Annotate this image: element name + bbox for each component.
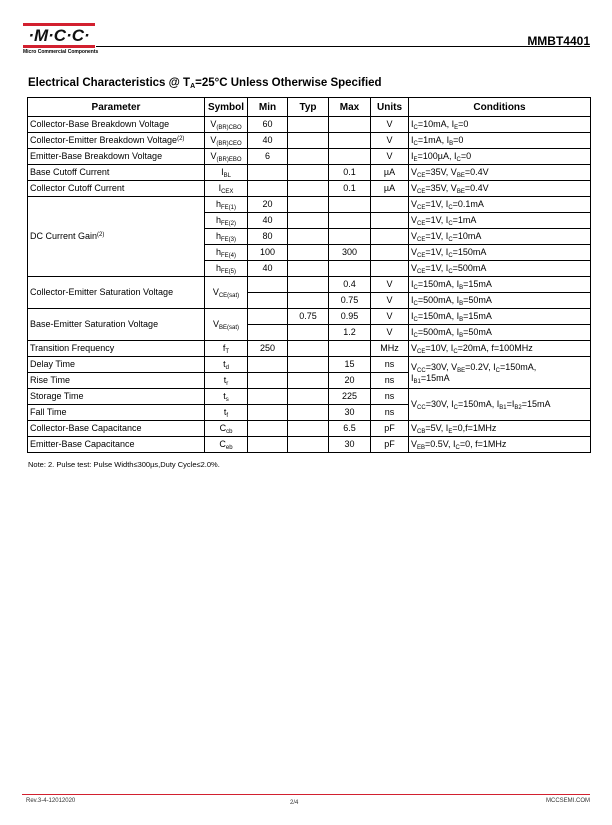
header-parameter: Parameter <box>28 98 205 117</box>
parameter-cell: Rise Time <box>28 373 205 389</box>
max-cell <box>329 133 371 149</box>
units-cell <box>371 213 409 229</box>
units-cell <box>371 245 409 261</box>
units-cell: pF <box>371 437 409 453</box>
max-cell <box>329 261 371 277</box>
min-cell: 40 <box>248 133 288 149</box>
header-units: Units <box>371 98 409 117</box>
max-cell <box>329 213 371 229</box>
min-cell <box>248 437 288 453</box>
typ-cell <box>288 405 329 421</box>
min-cell <box>248 181 288 197</box>
min-cell: 80 <box>248 229 288 245</box>
conditions-cell: $I_C=10mA$, $I_E=0$ <box>409 117 591 133</box>
min-cell <box>248 389 288 405</box>
units-cell: V <box>371 309 409 325</box>
part-number: MMBT4401 <box>527 34 590 48</box>
symbol-cell: $V_{(BR)EBO}$ <box>205 149 248 165</box>
max-cell: 6.5 <box>329 421 371 437</box>
max-cell <box>329 197 371 213</box>
conditions-cell: $I_C=150mA$, $I_B=15mA$ <box>409 309 591 325</box>
parameter-cell: Collector Cutoff Current <box>28 181 205 197</box>
parameter-cell: Base Cutoff Current <box>28 165 205 181</box>
table-row <box>28 389 591 405</box>
conditions-cell: $V_{CC}=30V$, $V_{BE}=0.2V$, $I_C=150mA$, $I_{B1}=15mA$ <box>409 357 591 389</box>
symbol-cell: $f_T$ <box>205 341 248 357</box>
symbol-cell: $h_{FE(1)}$ <box>205 197 248 213</box>
max-cell: 0.4 <box>329 277 371 293</box>
symbol-cell: $C_{eb}$ <box>205 437 248 453</box>
symbol-cell: $t_d$ <box>205 357 248 373</box>
units-cell: µA <box>371 165 409 181</box>
max-cell: 30 <box>329 437 371 453</box>
parameter-cell: Emitter-Base Breakdown Voltage <box>28 149 205 165</box>
min-cell: 40 <box>248 213 288 229</box>
max-cell: 1.2 <box>329 325 371 341</box>
typ-cell <box>288 229 329 245</box>
table-row <box>28 133 591 149</box>
min-cell: 20 <box>248 197 288 213</box>
parameter-cell: Collector-Emitter Breakdown Voltage$^{(2)}$ <box>28 133 205 149</box>
max-cell: 0.95 <box>329 309 371 325</box>
conditions-cell: $I_C=150mA$, $I_B=15mA$ <box>409 277 591 293</box>
symbol-cell: $h_{FE(4)}$ <box>205 245 248 261</box>
min-cell <box>248 373 288 389</box>
typ-cell <box>288 197 329 213</box>
max-cell: 0.1 <box>329 165 371 181</box>
header-min: Min <box>248 98 288 117</box>
min-cell <box>248 421 288 437</box>
section-title: Electrical Characteristics @ $T_A=25^\circ C$ Unless Otherwise Specified <box>28 77 382 90</box>
typ-cell <box>288 277 329 293</box>
units-cell: pF <box>371 421 409 437</box>
typ-cell <box>288 389 329 405</box>
units-cell <box>371 261 409 277</box>
min-cell <box>248 277 288 293</box>
symbol-cell: $h_{FE(3)}$ <box>205 229 248 245</box>
table-row <box>28 197 591 213</box>
symbol-cell: $V_{CE(sat)}$ <box>205 277 248 309</box>
typ-cell <box>288 357 329 373</box>
parameter-cell: Emitter-Base Capacitance <box>28 437 205 453</box>
max-cell <box>329 229 371 245</box>
conditions-cell: $V_{CB}=5V$, $I_E=0,f=1MHz$ <box>409 421 591 437</box>
typ-cell <box>288 165 329 181</box>
min-cell: 250 <box>248 341 288 357</box>
mcc-logo <box>23 23 99 55</box>
max-cell: 20 <box>329 373 371 389</box>
units-cell <box>371 197 409 213</box>
symbol-cell: $V_{(BR)CEO}$ <box>205 133 248 149</box>
max-cell: 15 <box>329 357 371 373</box>
units-cell: ns <box>371 405 409 421</box>
symbol-cell: $I_{BL}$ <box>205 165 248 181</box>
typ-cell <box>288 213 329 229</box>
conditions-cell: $V_{CC}=30V$, $I_C=150mA$, $I_{B1}=I_{B2}=15mA$ <box>409 389 591 421</box>
parameter-cell: Base-Emitter Saturation Voltage <box>28 309 205 341</box>
conditions-cell: $V_{CE}=10V$, $I_C=20mA$, f=100MHz <box>409 341 591 357</box>
logo-mark: ·M·C·C· <box>28 26 90 45</box>
conditions-cell: $V_{CE}=1V$, $I_C=150mA$ <box>409 245 591 261</box>
symbol-cell: $I_{CEX}$ <box>205 181 248 197</box>
logo-bottom-bar <box>23 45 95 48</box>
conditions-cell: $V_{CE}=35V$, $V_{BE}=0.4V$ <box>409 181 591 197</box>
header-conditions: Conditions <box>409 98 591 117</box>
parameter-cell: Storage Time <box>28 389 205 405</box>
header-typ: Typ <box>288 98 329 117</box>
table-row <box>28 357 591 373</box>
max-cell <box>329 341 371 357</box>
typ-cell <box>288 149 329 165</box>
min-cell <box>248 325 288 341</box>
parameter-cell: Collector-Base Capacitance <box>28 421 205 437</box>
units-cell: µA <box>371 181 409 197</box>
units-cell <box>371 229 409 245</box>
units-cell: ns <box>371 373 409 389</box>
typ-cell <box>288 437 329 453</box>
symbol-cell: $C_{cb}$ <box>205 421 248 437</box>
min-cell: 60 <box>248 117 288 133</box>
symbol-cell: $h_{FE(2)}$ <box>205 213 248 229</box>
website: MCCSEMI.COM <box>546 798 590 804</box>
min-cell <box>248 165 288 181</box>
symbol-cell: $t_f$ <box>205 405 248 421</box>
footnote: Note: 2. Pulse test: Pulse Width≤300µs,Duty Cycle≤2.0%. <box>28 460 220 469</box>
max-cell: 0.1 <box>329 181 371 197</box>
table-row <box>28 117 591 133</box>
max-cell: 225 <box>329 389 371 405</box>
typ-cell <box>288 421 329 437</box>
symbol-cell: $V_{(BR)CBO}$ <box>205 117 248 133</box>
min-cell <box>248 357 288 373</box>
header-symbol: Symbol <box>205 98 248 117</box>
table-row <box>28 149 591 165</box>
logo-subtitle: Micro Commercial Components <box>23 49 99 55</box>
units-cell: V <box>371 149 409 165</box>
units-cell: ns <box>371 357 409 373</box>
table-row <box>28 437 591 453</box>
typ-cell <box>288 245 329 261</box>
min-cell: 6 <box>248 149 288 165</box>
parameter-cell: Collector-Emitter Saturation Voltage <box>28 277 205 309</box>
conditions-cell: $V_{CE}=1V$, $I_C=500mA$ <box>409 261 591 277</box>
min-cell: 100 <box>248 245 288 261</box>
parameter-cell: Transition Frequency <box>28 341 205 357</box>
page-number: 2/4 <box>290 800 299 806</box>
conditions-cell: $I_E=100\mu A$, $I_C=0$ <box>409 149 591 165</box>
conditions-cell: $I_C=1mA$, $I_B=0$ <box>409 133 591 149</box>
typ-cell <box>288 293 329 309</box>
conditions-cell: $V_{CE}=1V$, $I_C=0.1mA$ <box>409 197 591 213</box>
typ-cell <box>288 133 329 149</box>
min-cell: 40 <box>248 261 288 277</box>
symbol-cell: $V_{BE(sat)}$ <box>205 309 248 341</box>
units-cell: V <box>371 293 409 309</box>
conditions-cell: $I_C=500mA$, $I_B=50mA$ <box>409 325 591 341</box>
typ-cell: 0.75 <box>288 309 329 325</box>
header-rule <box>96 46 590 47</box>
symbol-cell: $t_r$ <box>205 373 248 389</box>
typ-cell <box>288 261 329 277</box>
typ-cell <box>288 181 329 197</box>
units-cell: MHz <box>371 341 409 357</box>
table-header-row <box>28 98 591 117</box>
max-cell: 300 <box>329 245 371 261</box>
parameter-cell: DC Current Gain$^{(2)}$ <box>28 197 205 277</box>
units-cell: V <box>371 133 409 149</box>
min-cell <box>248 405 288 421</box>
table-row <box>28 341 591 357</box>
conditions-cell: $V_{EB}=0.5V$, $I_C=0$, f=1MHz <box>409 437 591 453</box>
conditions-cell: $I_C=500mA$, $I_B=50mA$ <box>409 293 591 309</box>
symbol-cell: $h_{FE(5)}$ <box>205 261 248 277</box>
typ-cell <box>288 117 329 133</box>
table-row <box>28 181 591 197</box>
typ-cell <box>288 341 329 357</box>
typ-cell <box>288 373 329 389</box>
units-cell: V <box>371 277 409 293</box>
typ-cell <box>288 325 329 341</box>
symbol-cell: $t_s$ <box>205 389 248 405</box>
parameter-cell: Collector-Base Breakdown Voltage <box>28 117 205 133</box>
max-cell: 0.75 <box>329 293 371 309</box>
parameter-cell: Fall Time <box>28 405 205 421</box>
units-cell: V <box>371 117 409 133</box>
footer-rule <box>22 794 590 795</box>
max-cell <box>329 149 371 165</box>
table-row <box>28 309 591 325</box>
table-row <box>28 277 591 293</box>
min-cell <box>248 309 288 325</box>
max-cell <box>329 117 371 133</box>
parameter-cell: Delay Time <box>28 357 205 373</box>
max-cell: 30 <box>329 405 371 421</box>
revision: Rev.3-4-12012020 <box>26 798 76 804</box>
units-cell: V <box>371 325 409 341</box>
electrical-characteristics-table <box>27 97 591 453</box>
units-cell: ns <box>371 389 409 405</box>
table-row <box>28 421 591 437</box>
table-row <box>28 165 591 181</box>
conditions-cell: $V_{CE}=1V$, $I_C=10mA$ <box>409 229 591 245</box>
min-cell <box>248 293 288 309</box>
conditions-cell: $V_{CE}=1V$, $I_C=1mA$ <box>409 213 591 229</box>
header-max: Max <box>329 98 371 117</box>
conditions-cell: $V_{CE}=35V$, $V_{BE}=0.4V$ <box>409 165 591 181</box>
